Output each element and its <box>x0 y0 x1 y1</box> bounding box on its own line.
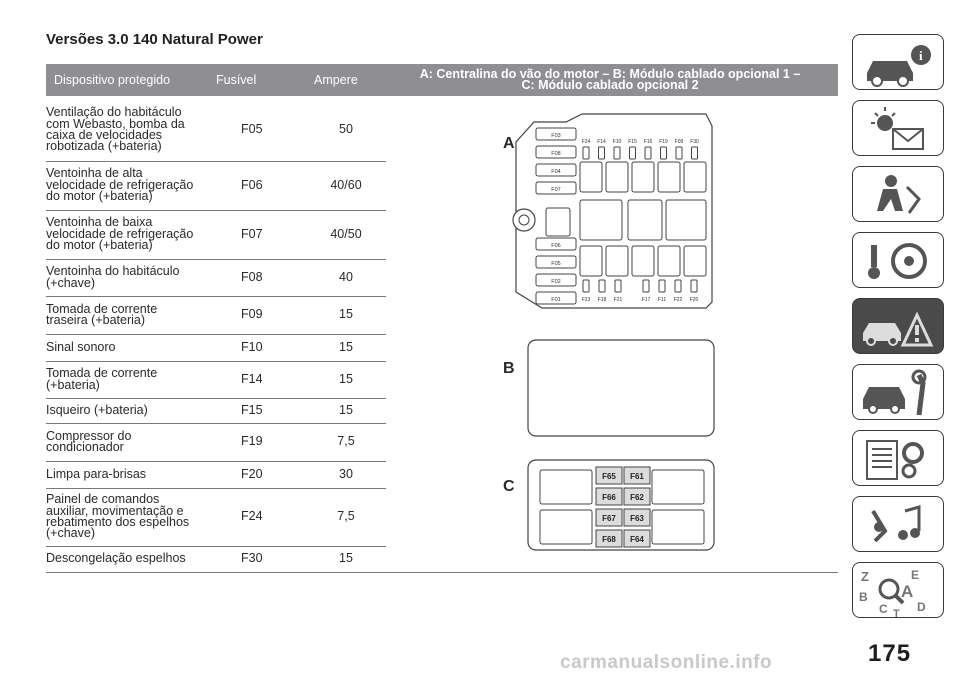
warning-light-icon <box>853 101 944 156</box>
device-line: velocidade de refrigeração <box>46 177 194 192</box>
fuse-cell: F15 <box>241 402 263 417</box>
device-cell <box>46 428 216 454</box>
fuse-f11 <box>658 280 666 303</box>
tab-warning-lights[interactable] <box>852 100 944 156</box>
fuse-cell: F05 <box>241 122 263 137</box>
fuse-box-diagram <box>486 112 726 562</box>
fuse-f06 <box>536 238 576 250</box>
fuse-label: F61 <box>630 472 644 481</box>
fuse-f08 <box>536 146 576 158</box>
page-title: Versões 3.0 140 Natural Power <box>46 31 263 48</box>
device-line: traseira (+bateria) <box>46 313 145 327</box>
emergency-icon <box>853 299 944 354</box>
device-line: velocidade de refrigeração <box>46 226 194 241</box>
ampere-cell: 15 <box>339 371 353 386</box>
fuse-cell: F10 <box>241 339 263 354</box>
fuse-label: F24 <box>581 139 591 145</box>
table-row <box>46 546 386 573</box>
svg-text:A: A <box>901 582 914 601</box>
car-info-icon <box>853 35 944 90</box>
page-number: 175 <box>868 640 912 667</box>
multimedia-icon <box>853 497 944 552</box>
device-cell <box>46 107 216 153</box>
fuse-label: F09 <box>674 139 684 145</box>
device-line: Ventoinha do habitáculo <box>46 264 180 279</box>
fuse-f03 <box>536 128 576 140</box>
table-row <box>46 423 386 462</box>
device-line: Ventilação do habitáculo <box>46 105 182 120</box>
fuse-f02 <box>536 274 576 286</box>
fuse-label: F22 <box>673 297 683 303</box>
fuse-f63 <box>624 509 650 526</box>
index-icon <box>853 563 944 618</box>
fuse-label: F64 <box>630 535 644 544</box>
device-line: (+chave) <box>46 526 95 541</box>
header-legend <box>382 69 838 91</box>
ampere-cell: 15 <box>339 339 353 354</box>
device-cell <box>46 339 216 354</box>
fuse-f24 <box>582 139 591 159</box>
label-b: B <box>503 360 515 377</box>
fuse-label: F17 <box>641 297 651 303</box>
device-line: do motor (+bateria) <box>46 238 153 253</box>
table-row <box>46 461 386 489</box>
fuse-label: F62 <box>630 493 644 502</box>
device-line: Descongelação espelhos <box>46 551 186 566</box>
device-line: Isqueiro (+bateria) <box>46 402 148 417</box>
table-row <box>46 210 386 260</box>
legend-line-2: C: Módulo cablado opcional 2 <box>521 78 699 92</box>
car-maintenance-icon <box>853 365 944 420</box>
fuse-label: F19 <box>659 139 668 145</box>
device-cell <box>46 553 216 564</box>
tab-car-info[interactable] <box>852 34 944 90</box>
fuse-f16 <box>644 139 653 159</box>
header-ampere: Ampere <box>314 73 358 87</box>
device-cell <box>46 466 216 481</box>
tab-specifications[interactable] <box>852 430 944 486</box>
fuse-label: F14 <box>597 139 606 145</box>
device-cell <box>46 168 216 202</box>
fuse-f66 <box>596 488 622 505</box>
device-line: condicionador <box>46 440 124 454</box>
device-cell <box>46 494 216 540</box>
fuse-label: F01 <box>551 297 561 303</box>
table-row <box>46 334 386 362</box>
device-line: Compressor do <box>46 428 132 443</box>
fuse-cell: F07 <box>241 226 263 241</box>
fuse-f23 <box>582 280 591 303</box>
ampere-cell: 7,5 <box>337 434 355 449</box>
fuse-label: F18 <box>597 297 607 303</box>
module-b <box>528 340 714 436</box>
header-device: Dispositivo protegido <box>54 73 171 87</box>
device-line: Tomada de corrente <box>46 301 158 316</box>
fuse-f01 <box>536 292 576 304</box>
device-line: do motor (+bateria) <box>46 189 153 204</box>
device-line: robotizada (+bateria) <box>46 139 162 154</box>
fuse-f20 <box>690 280 699 303</box>
table-row <box>46 259 386 297</box>
fuse-f30 <box>690 139 699 159</box>
fuse-f22 <box>674 280 683 303</box>
ampere-cell: 40/60 <box>330 177 362 192</box>
module-c <box>528 460 714 550</box>
table-row <box>46 296 386 335</box>
svg-text:Z: Z <box>861 569 869 584</box>
fuse-f10 <box>613 139 622 159</box>
ampere-cell: 50 <box>339 122 353 137</box>
ampere-cell: 40/50 <box>330 226 362 241</box>
device-line: (+bateria) <box>46 377 100 392</box>
svg-text:T: T <box>893 608 900 618</box>
fuse-label: F05 <box>551 261 561 267</box>
table-row <box>46 361 386 399</box>
fuse-label: F68 <box>602 535 616 544</box>
svg-text:D: D <box>917 600 926 614</box>
legend-line-1: A: Centralina do vão do motor – B: Módulo cablado opcional 1 – <box>419 67 801 81</box>
ampere-cell: 7,5 <box>337 509 355 524</box>
header-fuse: Fusível <box>216 73 257 87</box>
label-a: A <box>503 135 515 152</box>
table-header <box>46 64 838 96</box>
svg-text:i: i <box>919 48 923 63</box>
fuse-label: F63 <box>630 514 644 523</box>
device-line: rebatimento dos espelhos <box>46 515 190 529</box>
table-row <box>46 488 386 547</box>
fuse-f21 <box>614 280 623 303</box>
device-line: Limpa para-brisas <box>46 466 147 481</box>
fuse-f68 <box>596 530 622 547</box>
fuse-label: F67 <box>602 514 616 523</box>
fuse-label: F11 <box>657 297 667 303</box>
fuse-cell: F09 <box>241 307 263 322</box>
fuse-f67 <box>596 509 622 526</box>
device-line: Ventoinha de baixa <box>46 215 153 230</box>
fuse-label: F06 <box>551 243 561 249</box>
ampere-cell: 40 <box>339 269 353 284</box>
ampere-cell: 15 <box>339 551 353 566</box>
device-line: caixa de velocidades <box>46 128 163 142</box>
svg-text:C: C <box>879 602 888 616</box>
svg-text:E: E <box>911 568 920 582</box>
fuse-label: F07 <box>551 187 561 193</box>
fuse-f07 <box>536 182 576 194</box>
fuse-f61 <box>624 467 650 484</box>
fuse-label: F04 <box>551 169 561 175</box>
fusebox-a <box>513 114 712 308</box>
fuse-label: F30 <box>690 139 699 145</box>
fuse-f19 <box>659 139 668 159</box>
ampere-cell: 15 <box>339 402 353 417</box>
fuse-label: F08 <box>551 151 561 157</box>
device-cell <box>46 301 216 327</box>
tab-safety[interactable] <box>852 166 944 222</box>
fuse-cell: F14 <box>241 371 263 386</box>
fuse-cell: F20 <box>241 466 263 481</box>
seat-airbag-icon <box>853 167 944 222</box>
label-c: C <box>503 478 515 495</box>
device-line: com Webasto, bomba da <box>46 116 185 131</box>
fuse-label: F10 <box>612 139 622 145</box>
fuse-label: F23 <box>581 297 591 303</box>
fuse-f15 <box>628 139 637 159</box>
fuse-label: F03 <box>551 133 561 139</box>
device-line: Tomada de corrente <box>46 366 158 381</box>
fuse-label: F66 <box>602 493 616 502</box>
key-steering-icon <box>853 233 944 288</box>
fuse-cell: F30 <box>241 551 263 566</box>
device-line: Sinal sonoro <box>46 339 116 354</box>
fuse-f09 <box>675 139 684 159</box>
fuse-label: F02 <box>551 279 561 285</box>
fuse-label: F16 <box>643 139 653 145</box>
device-cell <box>46 402 216 417</box>
fuse-f17 <box>642 280 651 303</box>
fuse-f18 <box>598 280 607 303</box>
device-line: Ventoinha de alta <box>46 166 143 181</box>
fuse-f14 <box>597 139 606 159</box>
device-cell <box>46 266 216 289</box>
tab-multimedia[interactable] <box>852 496 944 552</box>
svg-text:B: B <box>859 590 868 604</box>
ampere-cell: 15 <box>339 307 353 322</box>
fuse-label: F15 <box>628 139 637 145</box>
table-row <box>46 161 386 211</box>
tab-emergency[interactable] <box>852 298 944 354</box>
fuse-cell: F19 <box>241 434 263 449</box>
fuse-f64 <box>624 530 650 547</box>
table-bottom-rule <box>46 572 838 573</box>
fuse-cell: F06 <box>241 177 263 192</box>
device-line: (+chave) <box>46 275 95 290</box>
fuse-f05 <box>536 256 576 268</box>
fuse-label: F21 <box>613 297 623 303</box>
specifications-icon <box>853 431 944 486</box>
fuse-cell: F24 <box>241 509 263 524</box>
fuse-label: F20 <box>689 297 699 303</box>
device-line: Painel de comandos <box>46 492 160 507</box>
table-row <box>46 398 386 424</box>
fuse-cell: F08 <box>241 269 263 284</box>
device-cell <box>46 217 216 251</box>
device-cell <box>46 368 216 391</box>
watermark: carmanualsonline.info <box>560 652 773 673</box>
tab-maintenance[interactable] <box>852 364 944 420</box>
fuse-label: F65 <box>602 472 616 481</box>
fuse-f65 <box>596 467 622 484</box>
fuse-f04 <box>536 164 576 176</box>
tab-start-driving[interactable] <box>852 232 944 288</box>
device-line: auxiliar, movimentação e <box>46 503 184 518</box>
tab-index[interactable] <box>852 562 944 618</box>
fuse-f62 <box>624 488 650 505</box>
ampere-cell: 30 <box>339 466 353 481</box>
table-row <box>46 99 386 162</box>
